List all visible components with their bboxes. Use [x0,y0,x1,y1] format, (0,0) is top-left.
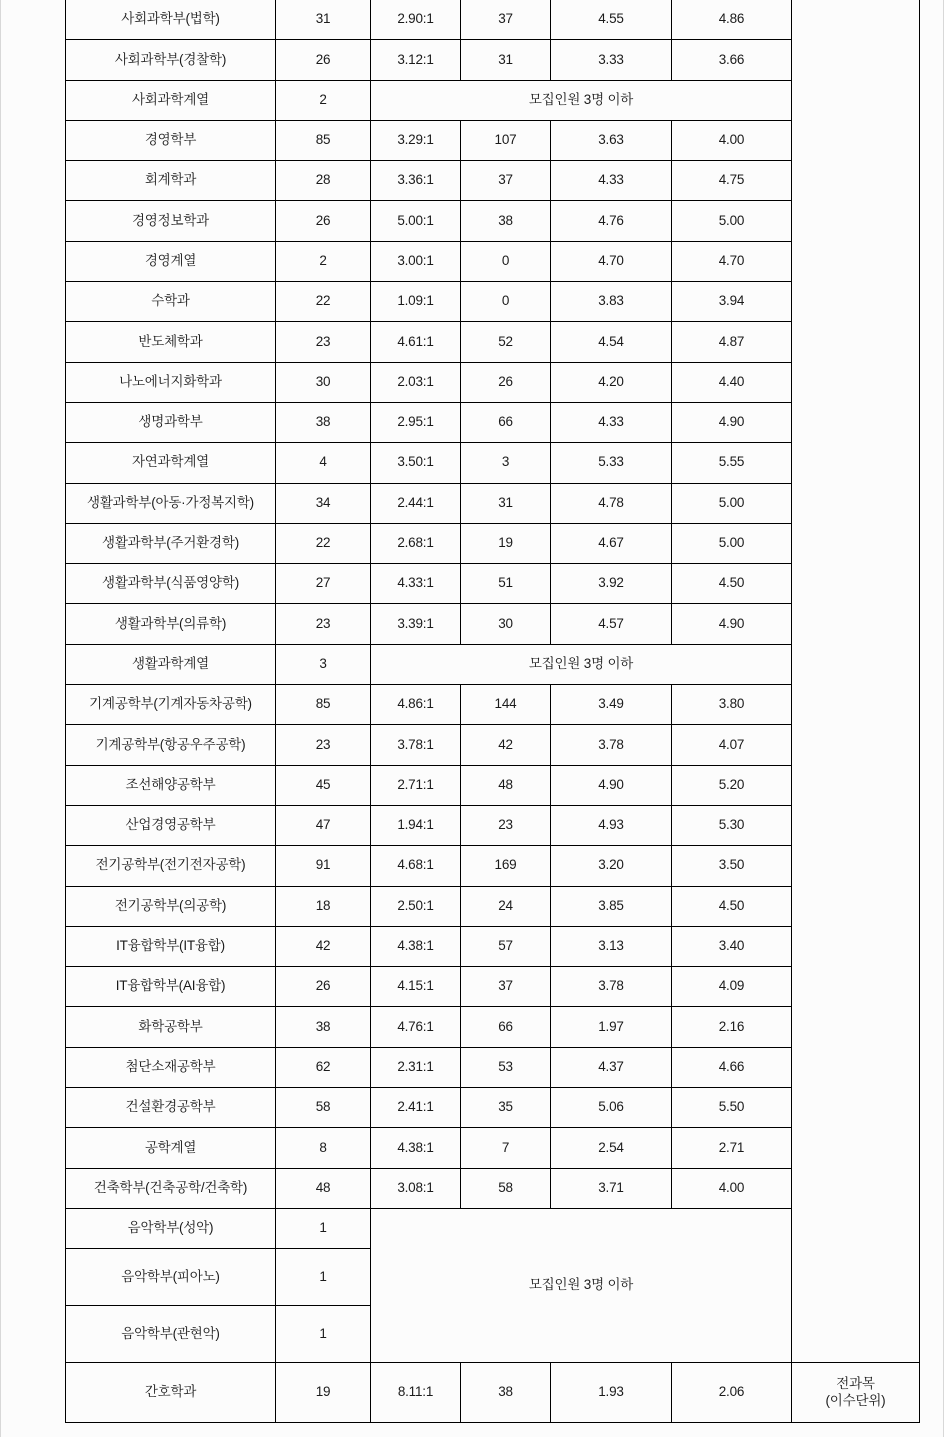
cell-cutoff-grade: 4.86 [672,0,792,40]
cell-quota: 1 [276,1208,371,1248]
table-row [66,362,920,402]
cell-cutoff-grade: 4.00 [672,1168,792,1208]
table-row [66,846,920,886]
table-row [66,1088,920,1128]
table-row [66,1363,920,1423]
cell-average-grade: 3.63 [551,120,672,160]
cell-department: 공학계열 [66,1128,276,1168]
cell-average-grade: 4.93 [551,805,672,845]
cell-cutoff-grade: 2.16 [672,1007,792,1047]
cell-ratio: 2.71:1 [371,765,461,805]
cell-average-grade: 4.55 [551,0,672,40]
cell-average-grade: 3.13 [551,926,672,966]
cell-department: 수학과 [66,282,276,322]
cell-department: 생활과학부(의류학) [66,604,276,644]
cell-department: 경영학부 [66,120,276,160]
cell-note-subject-unit [792,1363,920,1423]
table-row [66,926,920,966]
cell-quota: 1 [276,1249,371,1306]
cell-ratio: 2.90:1 [371,0,461,40]
cell-quota: 22 [276,282,371,322]
table-row [66,685,920,725]
cell-department: 전기공학부(의공학) [66,886,276,926]
cell-department: 음악학부(관현악) [66,1306,276,1363]
note-line-1: 전과목 [836,1375,875,1391]
table-body [66,0,920,1423]
cell-quota: 91 [276,846,371,886]
cell-cutoff-grade: 3.66 [672,40,792,80]
cell-extra: 37 [461,967,551,1007]
cell-department: 전기공학부(전기전자공학) [66,846,276,886]
cell-ratio: 4.38:1 [371,926,461,966]
cell-extra: 66 [461,1007,551,1047]
cell-extra: 52 [461,322,551,362]
cell-ratio: 3.78:1 [371,725,461,765]
cell-average-grade: 4.57 [551,604,672,644]
table-row [66,1208,920,1248]
cell-extra: 48 [461,765,551,805]
cell-average-grade: 4.33 [551,402,672,442]
cell-cutoff-grade: 4.70 [672,241,792,281]
cell-average-grade: 4.67 [551,523,672,563]
cell-department: 생활과학부(식품영양학) [66,564,276,604]
note-line-2: (이수단위) [825,1392,886,1408]
admissions-statistics-table [65,0,920,1423]
cell-quota: 45 [276,765,371,805]
cell-department: IT융합학부(AI융합) [66,967,276,1007]
cell-quota: 34 [276,483,371,523]
cell-ratio: 4.86:1 [371,685,461,725]
cell-quota: 2 [276,241,371,281]
cell-quota: 23 [276,604,371,644]
cell-extra: 26 [461,362,551,402]
table-row [66,1047,920,1087]
cell-extra: 42 [461,725,551,765]
cell-ratio: 4.33:1 [371,564,461,604]
cell-average-grade: 3.83 [551,282,672,322]
cell-cutoff-grade: 4.40 [672,362,792,402]
cell-average-grade: 4.37 [551,1047,672,1087]
cell-ratio: 2.41:1 [371,1088,461,1128]
cell-ratio: 2.50:1 [371,886,461,926]
table-row [66,644,920,684]
cell-average-grade: 4.76 [551,201,672,241]
cell-cutoff-grade: 4.50 [672,564,792,604]
cell-extra: 66 [461,402,551,442]
cell-department: 생명과학부 [66,402,276,442]
table-row [66,282,920,322]
cell-cutoff-grade: 5.20 [672,765,792,805]
cell-department: 첨단소재공학부 [66,1047,276,1087]
cell-department: 생활과학부(아동·가정복지학) [66,483,276,523]
cell-average-grade: 4.78 [551,483,672,523]
cell-quota: 4 [276,443,371,483]
cell-quota: 23 [276,322,371,362]
cell-cutoff-grade: 3.80 [672,685,792,725]
cell-average-grade: 5.06 [551,1088,672,1128]
table-row [66,443,920,483]
cell-department: 기계공학부(항공우주공학) [66,725,276,765]
cell-department: 화학공학부 [66,1007,276,1047]
cell-department: 사회과학부(법학) [66,0,276,40]
cell-extra: 37 [461,0,551,40]
cell-cutoff-grade: 4.00 [672,120,792,160]
cell-quota: 26 [276,40,371,80]
cell-extra: 57 [461,926,551,966]
cell-extra: 0 [461,241,551,281]
cell-extra: 19 [461,523,551,563]
cell-ratio: 3.39:1 [371,604,461,644]
cell-extra: 58 [461,1168,551,1208]
cell-department: 생활과학계열 [66,644,276,684]
cell-extra: 38 [461,1363,551,1423]
table-row [66,120,920,160]
table-row [66,402,920,442]
cell-ratio: 2.03:1 [371,362,461,402]
cell-quota: 26 [276,201,371,241]
cell-average-grade: 4.33 [551,161,672,201]
cell-extra: 169 [461,846,551,886]
cell-quota: 28 [276,161,371,201]
cell-average-grade: 3.71 [551,1168,672,1208]
cell-cutoff-grade: 4.90 [672,604,792,644]
cell-average-grade: 3.20 [551,846,672,886]
cell-quota: 3 [276,644,371,684]
table-row [66,967,920,1007]
cell-quota: 22 [276,523,371,563]
cell-cutoff-grade: 2.06 [672,1363,792,1423]
cell-ratio: 4.38:1 [371,1128,461,1168]
cell-ratio: 1.94:1 [371,805,461,845]
cell-cutoff-grade: 5.00 [672,523,792,563]
table-row [66,604,920,644]
table-row [66,886,920,926]
cell-extra: 37 [461,161,551,201]
table-row [66,765,920,805]
cell-cutoff-grade: 5.50 [672,1088,792,1128]
cell-extra: 51 [461,564,551,604]
cell-average-grade: 4.20 [551,362,672,402]
cell-ratio: 3.50:1 [371,443,461,483]
cell-quota: 62 [276,1047,371,1087]
table-row [66,80,920,120]
table-row [66,40,920,80]
cell-average-grade: 3.49 [551,685,672,725]
cell-department: 경영정보학과 [66,201,276,241]
cell-average-grade: 1.93 [551,1363,672,1423]
cell-note-column-empty [792,0,920,1363]
table-row [66,161,920,201]
cell-cutoff-grade: 5.55 [672,443,792,483]
cell-quota: 26 [276,967,371,1007]
cell-extra: 38 [461,201,551,241]
cell-department: 기계공학부(기계자동차공학) [66,685,276,725]
cell-quota: 2 [276,80,371,120]
cell-department: 경영계열 [66,241,276,281]
table-row [66,725,920,765]
table-row [66,523,920,563]
admissions-table-container [65,0,919,1423]
cell-extra: 30 [461,604,551,644]
cell-department: 반도체학과 [66,322,276,362]
cell-extra: 0 [461,282,551,322]
cell-extra: 31 [461,483,551,523]
cell-extra: 144 [461,685,551,725]
cell-ratio: 2.95:1 [371,402,461,442]
cell-ratio: 3.08:1 [371,1168,461,1208]
cell-ratio: 3.12:1 [371,40,461,80]
cell-department: 생활과학부(주거환경학) [66,523,276,563]
cell-cutoff-grade: 4.09 [672,967,792,1007]
cell-ratio: 1.09:1 [371,282,461,322]
cell-cutoff-grade: 4.75 [672,161,792,201]
cell-average-grade: 5.33 [551,443,672,483]
cell-cutoff-grade: 4.90 [672,402,792,442]
cell-extra: 35 [461,1088,551,1128]
cell-department: 산업경영공학부 [66,805,276,845]
cell-quota: 48 [276,1168,371,1208]
cell-ratio: 2.31:1 [371,1047,461,1087]
cell-cutoff-grade: 5.00 [672,201,792,241]
cell-extra: 7 [461,1128,551,1168]
cell-ratio: 4.61:1 [371,322,461,362]
cell-extra: 107 [461,120,551,160]
cell-department: 건설환경공학부 [66,1088,276,1128]
cell-average-grade: 3.33 [551,40,672,80]
cell-cutoff-grade: 3.40 [672,926,792,966]
cell-extra: 31 [461,40,551,80]
cell-quota: 27 [276,564,371,604]
cell-cutoff-grade: 3.50 [672,846,792,886]
table-row [66,805,920,845]
cell-cutoff-grade: 3.94 [672,282,792,322]
cell-ratio: 3.36:1 [371,161,461,201]
cell-ratio: 4.68:1 [371,846,461,886]
table-row [66,201,920,241]
cell-quota: 30 [276,362,371,402]
cell-ratio: 8.11:1 [371,1363,461,1423]
cell-quota: 38 [276,402,371,442]
cell-merged-note: 모집인원 3명 이하 [371,644,792,684]
cell-department: 간호학과 [66,1363,276,1423]
table-row [66,241,920,281]
cell-department: 음악학부(성악) [66,1208,276,1248]
cell-department: 자연과학계열 [66,443,276,483]
cell-ratio: 4.76:1 [371,1007,461,1047]
cell-ratio: 4.15:1 [371,967,461,1007]
cell-average-grade: 3.78 [551,967,672,1007]
cell-quota: 1 [276,1306,371,1363]
cell-department: 사회과학부(경찰학) [66,40,276,80]
cell-average-grade: 4.54 [551,322,672,362]
cell-ratio: 3.29:1 [371,120,461,160]
cell-quota: 23 [276,725,371,765]
table-row [66,1168,920,1208]
cell-department: 나노에너지화학과 [66,362,276,402]
table-row [66,483,920,523]
cell-average-grade: 3.92 [551,564,672,604]
cell-quota: 38 [276,1007,371,1047]
cell-average-grade: 2.54 [551,1128,672,1168]
cell-merged-note: 모집인원 3명 이하 [371,80,792,120]
cell-cutoff-grade: 4.66 [672,1047,792,1087]
cell-department: 사회과학계열 [66,80,276,120]
cell-quota: 58 [276,1088,371,1128]
cell-average-grade: 3.85 [551,886,672,926]
cell-cutoff-grade: 4.07 [672,725,792,765]
cell-quota: 85 [276,120,371,160]
cell-ratio: 3.00:1 [371,241,461,281]
cell-department: IT융합학부(IT융합) [66,926,276,966]
table-row [66,0,920,40]
cell-quota: 47 [276,805,371,845]
cell-ratio: 5.00:1 [371,201,461,241]
cell-department: 회계학과 [66,161,276,201]
cell-cutoff-grade: 5.00 [672,483,792,523]
cell-average-grade: 3.78 [551,725,672,765]
cell-department: 조선해양공학부 [66,765,276,805]
cell-average-grade: 4.90 [551,765,672,805]
table-row [66,564,920,604]
cell-quota: 8 [276,1128,371,1168]
cell-quota: 18 [276,886,371,926]
cell-department: 건축학부(건축공학/건축학) [66,1168,276,1208]
cell-average-grade: 1.97 [551,1007,672,1047]
cell-ratio: 2.44:1 [371,483,461,523]
cell-cutoff-grade: 4.87 [672,322,792,362]
cell-extra: 23 [461,805,551,845]
cell-ratio: 2.68:1 [371,523,461,563]
cell-cutoff-grade: 5.30 [672,805,792,845]
cell-cutoff-grade: 4.50 [672,886,792,926]
cell-cutoff-grade: 2.71 [672,1128,792,1168]
table-row [66,322,920,362]
table-row [66,1007,920,1047]
cell-quota: 42 [276,926,371,966]
cell-merged-note: 모집인원 3명 이하 [371,1208,792,1362]
cell-quota: 85 [276,685,371,725]
table-row [66,1128,920,1168]
cell-average-grade: 4.70 [551,241,672,281]
cell-extra: 24 [461,886,551,926]
cell-extra: 53 [461,1047,551,1087]
cell-extra: 3 [461,443,551,483]
cell-department: 음악학부(피아노) [66,1249,276,1306]
cell-quota: 19 [276,1363,371,1423]
cell-quota: 31 [276,0,371,40]
